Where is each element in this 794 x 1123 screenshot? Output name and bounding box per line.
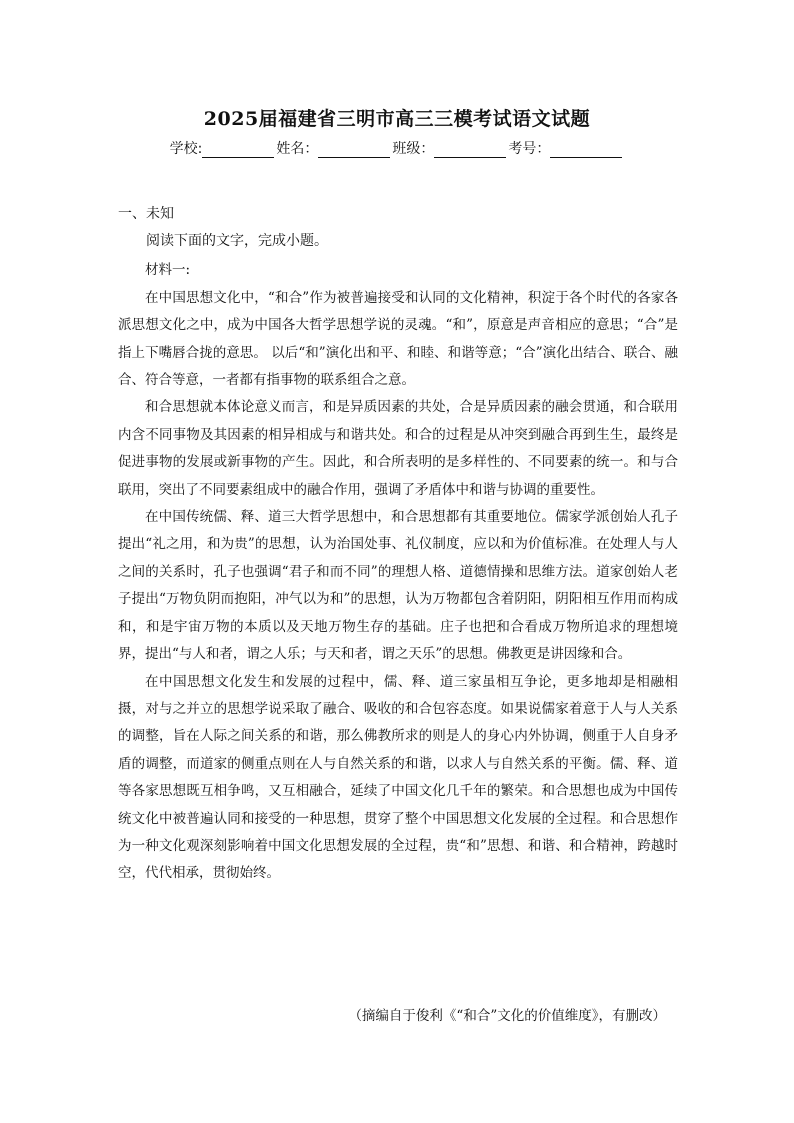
name-blank — [318, 143, 390, 158]
paragraph: 在中国传统儒、释、道三大哲学思想中，和合思想都有其重要地位。儒家学派创始人孔子提出“礼之用，和为贵”的思想，认为治国处事、礼仪制度，应以和为价值标准。在处理人与人之间的关系时，孔子也强调“君子和而不同”的理想人格、道德情操和思维方法。道家创始人老子提出“万物负阴而抱阳，冲气以为和”的思想，认为万物都包含着阴阳，阴阳相互作用而构成和，和是宇宙万物的本质以及天地万物生存的基础。庄子也把和合看成万物所追求的理想境界，提出“与人和者，谓之人乐；与天和者，谓之天乐”的思想。佛教更是讲因缘和合。 — [118, 509, 678, 663]
school-blank — [202, 143, 274, 158]
material-label: 材料一: — [145, 262, 191, 279]
class-blank — [434, 143, 506, 158]
paragraph: 在中国思想文化发生和发展的过程中，儒、释、道三家虽相互争论，更多地却是相融相摄，对与之并立的思想学说采取了融合、吸收的和合包容态度。如果说儒家着意于人与人关系的调整，旨在人际之间关系的和谐，那么佛教所求的则是人的身心内外协调，侧重于人自身矛盾的调整，而道家的侧重点则在人与自然关系的和谐，以求人与自然关系的平衡。儒、释、道等各家思想既互相争鸣，又互相融合，延续了中国文化几千年的繁荣。和合思想也成为中国传统文化中被普遍认同和接受的一种思想，贯穿了整个中国思想文化发展的全过程。和合思想作为一种文化观深刻影响着中国文化思想发展的全过程，贵“和”思想、和谐、和合精神，跨越时空，代代相承，贯彻始终。 — [118, 673, 678, 882]
reading-passage — [118, 228, 678, 888]
student-info-line — [0, 138, 794, 158]
paragraph: 和合思想就本体论意义而言，和是异质因素的共处，合是异质因素的融会贯通，和合联用内含不同事物及其因素的相异相成与和谐共处。和合的过程是从冲突到融合再到生生，最终是促进事物的发展或新事物的产生。因此，和合所表明的是多样性的、不同要素的统一。和与合联用，突出了不同要素组成中的融合作用，强调了矛盾体中和谐与协调的重要性。 — [118, 399, 678, 498]
name-label: 姓名： — [276, 141, 319, 157]
instruction-text: 阅读下面的文字，完成小题。 — [146, 233, 328, 249]
class-label: 班级： — [392, 141, 435, 157]
page-title: 2025届福建省三明市高三三模考试语文试题 — [203, 108, 591, 130]
paragraph: 在中国思想文化中，“和合”作为被普遍接受和认同的文化精神，积淀于各个时代的各家各派思想文化之中，成为中国各大哲学思想学说的灵魂。“和”，原意是声音相应的意思；“合”是指上下嘴唇合拢的意思。 以后“和”演化出和平、和睦、和谐等意；“合”演化出结合、联合、融合、符合等意，一者都有指事物的联系组合之意。 — [118, 289, 678, 389]
exam-no-label: 考号： — [508, 141, 551, 157]
exam-no-blank — [550, 143, 622, 158]
school-label: 学校: — [169, 141, 203, 157]
source-citation: （摘编自于俊利《“和合”文化的价值维度》，有删改） — [348, 1008, 666, 1024]
section-heading: 一、未知 — [118, 206, 174, 222]
